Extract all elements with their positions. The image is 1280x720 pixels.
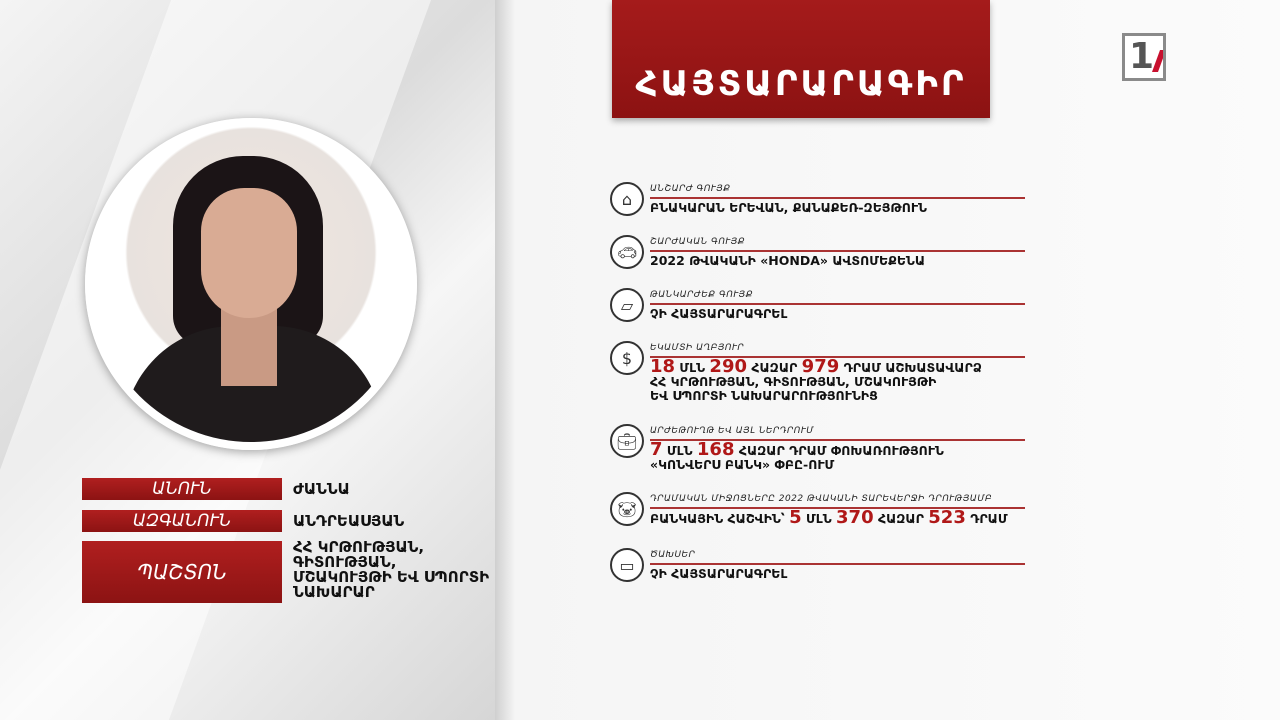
position-value: ՀՀ ԿՐԹՈՒԹՅԱՆ, ԳԻՏՈՒԹՅԱՆ, ՄՇԱԿՈՒՅԹԻ ԵՎ ՍՊՈՐՏԻ ՆԱԽԱՐԱՐ <box>293 538 490 601</box>
item-label: ԾԱԽՍԵՐ <box>650 550 696 560</box>
channel-logo <box>1122 33 1166 81</box>
item-value: ՉԻ ՀԱՅՏԱՐԱՐԱԳՐԵԼ <box>650 566 788 581</box>
item-value: 7 ՄԼՆ 168 ՀԱԶԱՐ ԴՐԱՄ ՓՈԽԱՌՈՒԹՅՈՒՆ «ԿՈՆՎԵՐՍ ԲԱՆԿ» ՓԲԸ-ՈՒՄ <box>650 439 944 472</box>
money-bag-icon: $ <box>610 341 644 375</box>
surname-label: ԱԶԳԱՆՈՒՆ <box>82 510 282 532</box>
item-label: ԱՐԺԵԹՈՒՂԹ ԵՎ ԱՅԼ ՆԵՐԴՐՈՒՄ <box>650 426 814 436</box>
item-value: 18 ՄԼՆ 290 ՀԱԶԱՐ 979 ԴՐԱՄ ԱՇԽԱՏԱՎԱՐՁ ՀՀ ԿՐԹՈՒԹՅԱՆ, ԳԻՏՈՒԹՅԱՆ, ՄՇԱԿՈՒՅԹԻ ԵՎ ՍՊՈՐՏԻ ՆԱԽԱՐԱՐՈՒԹՅՈՒՆԻՑ <box>650 356 982 403</box>
logo-stripe <box>1152 50 1166 72</box>
item-label: ԱՆՇԱՐԺ ԳՈՒՅՔ <box>650 184 731 194</box>
briefcase-coins-icon: 💼︎ <box>610 424 644 458</box>
item-value: ՉԻ ՀԱՅՏԱՐԱՐԱԳՐԵԼ <box>650 306 788 321</box>
item-value: ԲՆԱԿԱՐԱՆ ԵՐԵՎԱՆ, ՔԱՆԱՔԵՌ-ԶԵՅԹՈՒՆ <box>650 200 927 215</box>
house-icon: ⌂ <box>610 182 644 216</box>
name-value: ԺԱՆՆԱ <box>293 480 350 498</box>
title-banner <box>612 0 990 118</box>
item-label: ԹԱՆԿԱՐԺԵՔ ԳՈՒՅՔ <box>650 290 754 300</box>
surname-value: ԱՆԴՐԵԱՍՅԱՆ <box>293 512 405 530</box>
item-value: ԲԱՆԿԱՅԻՆ ՀԱՇՎԻՆ՝ 5 ՄԼՆ 370 ՀԱԶԱՐ 523 ԴՐԱՄ <box>650 507 1008 528</box>
item-label: ԴՐԱՄԱԿԱՆ ՄԻՋՈՑՆԵՐԸ 2022 ԹՎԱԿԱՆԻ ՏԱՐԵՎԵՐՋԻ ԴՐՈՒԹՅԱՄԲ <box>650 494 993 504</box>
item-label: ԵԿԱՄՏԻ ԱՂԲՅՈՒՐ <box>650 343 745 353</box>
portrait-photo <box>85 118 417 450</box>
page-title: ՀԱՅՏԱՐԱՐԱԳԻՐ <box>635 64 967 104</box>
item-label: ՇԱՐԺԱԿԱՆ ԳՈՒՅՔ <box>650 237 746 247</box>
channel-logo-digit: 1 <box>1129 36 1155 77</box>
card-hand-icon: ▭ <box>610 548 644 582</box>
position-label: ՊԱՇՏՈՆ <box>82 541 282 603</box>
piggy-bank-icon: 🐷︎ <box>610 492 644 526</box>
car-icon: 🚗︎ <box>610 235 644 269</box>
name-label: ԱՆՈՒՆ <box>82 478 282 500</box>
gold-bars-icon: ▱ <box>610 288 644 322</box>
item-value: 2022 ԹՎԱԿԱՆԻ «HONDA» ԱՎՏՈՄԵՔԵՆԱ <box>650 253 926 268</box>
